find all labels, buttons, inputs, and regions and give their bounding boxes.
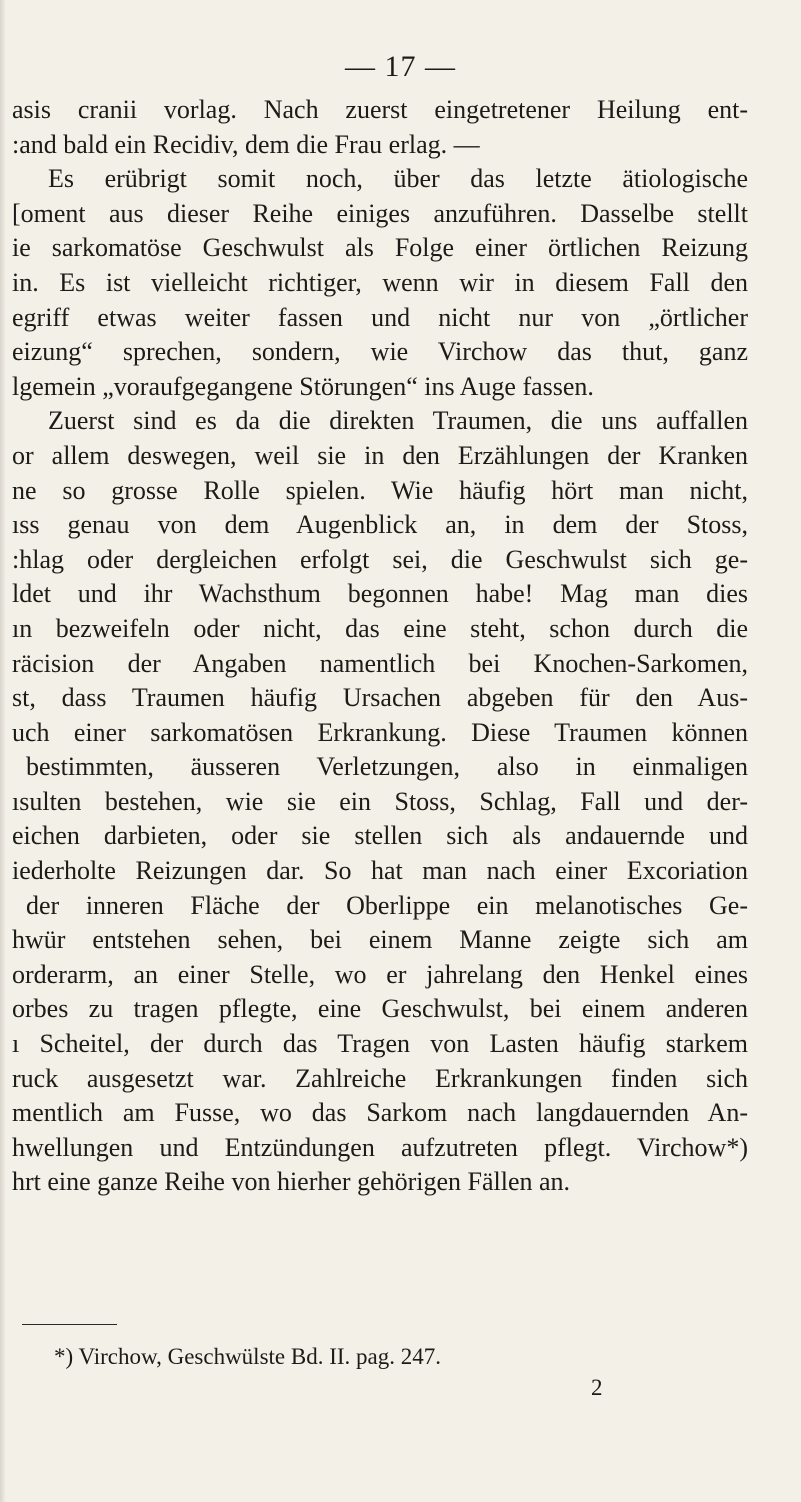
text-line: ı Scheitel, der durch das Tragen von Lasten häufig starkem — [12, 1029, 748, 1059]
sheet-number: 2 — [591, 1375, 603, 1400]
text-line: iederholte Reizungen dar. So hat man nach einer Excoriation — [12, 856, 748, 886]
text-line: Es erübrigt somit noch, über das letzte ätiologische — [48, 164, 748, 194]
text-line: asis cranii vorlag. Nach zuerst eingetretener Heilung ent- — [12, 95, 748, 124]
text-line: hwür entstehen sehen, bei einem Manne zeigte sich am — [12, 925, 748, 955]
page-edge — [0, 0, 6, 1502]
text-line: der inneren Fläche der Oberlippe ein melanotisches Ge- — [26, 890, 748, 920]
text-line: Zuerst sind es da die direkten Traumen, die uns auffallen — [48, 406, 748, 436]
text-line: in. Es ist vielleicht richtiger, wenn wir in diesem Fall den — [12, 267, 748, 297]
text-line: lgemein „voraufgegangene Störungen“ ins Auge fassen. — [12, 371, 594, 401]
text-line: räcision der Angaben namentlich bei Knochen-Sarkomen, — [12, 648, 748, 678]
text-line: ldet und ihr Wachsthum begonnen habe! Mag man dies — [12, 579, 748, 609]
footnote-rule — [22, 1324, 117, 1325]
text-line: or allem deswegen, weil sie in den Erzählungen der Kranken — [12, 440, 748, 470]
text-line: :hlag oder dergleichen erfolgt sei, die Geschwulst sich ge- — [12, 544, 748, 574]
page-header: — 17 — — [345, 50, 456, 83]
text-line: orbes zu tragen pflegte, eine Geschwulst, bei einem anderen — [12, 994, 748, 1024]
text-line: hwellungen und Entzündungen aufzutreten pflegt. Virchow*) — [12, 1132, 748, 1162]
text-line: st, dass Traumen häufig Ursachen abgeben für den Aus- — [12, 683, 748, 713]
text-line: ıss genau von dem Augenblick an, in dem der Stoss, — [12, 510, 748, 540]
text-line: ruck ausgesetzt war. Zahlreiche Erkrankungen finden sich — [12, 1063, 748, 1093]
body-text — [12, 93, 748, 1200]
text-line: eizung“ sprechen, sondern, wie Virchow das thut, ganz — [12, 337, 748, 367]
text-line: ın bezweifeln oder nicht, das eine steht, schon durch die — [12, 613, 748, 643]
text-line: bestimmten, äusseren Verletzungen, also in einmaligen — [26, 752, 748, 782]
text-line: eichen darbieten, oder sie stellen sich als andauernde und — [12, 821, 748, 851]
text-line: [oment aus dieser Reihe einiges anzuführen. Dasselbe stellt — [12, 198, 748, 228]
footnote: *) Virchow, Geschwülste Bd. II. pag. 247. — [54, 1344, 441, 1369]
text-line: ne so grosse Rolle spielen. Wie häufig hört man nicht, — [12, 475, 748, 505]
text-line: :and bald ein Recidiv, dem die Frau erlag. — — [12, 129, 480, 159]
text-line: ie sarkomatöse Geschwulst als Folge einer örtlichen Reizung — [12, 233, 748, 263]
text-line: hrt eine ganze Reihe von hierher gehörigen Fällen an. — [12, 1167, 571, 1197]
text-line: egriff etwas weiter fassen und nicht nur von „örtlicher — [12, 302, 748, 332]
text-line: orderarm, an einer Stelle, wo er jahrelang den Henkel eines — [12, 959, 748, 989]
text-line: ısulten bestehen, wie sie ein Stoss, Schlag, Fall und der- — [12, 786, 748, 816]
text-line: mentlich am Fusse, wo das Sarkom nach langdauernden An- — [12, 1098, 748, 1128]
text-line: uch einer sarkomatösen Erkrankung. Diese Traumen können — [12, 717, 748, 747]
